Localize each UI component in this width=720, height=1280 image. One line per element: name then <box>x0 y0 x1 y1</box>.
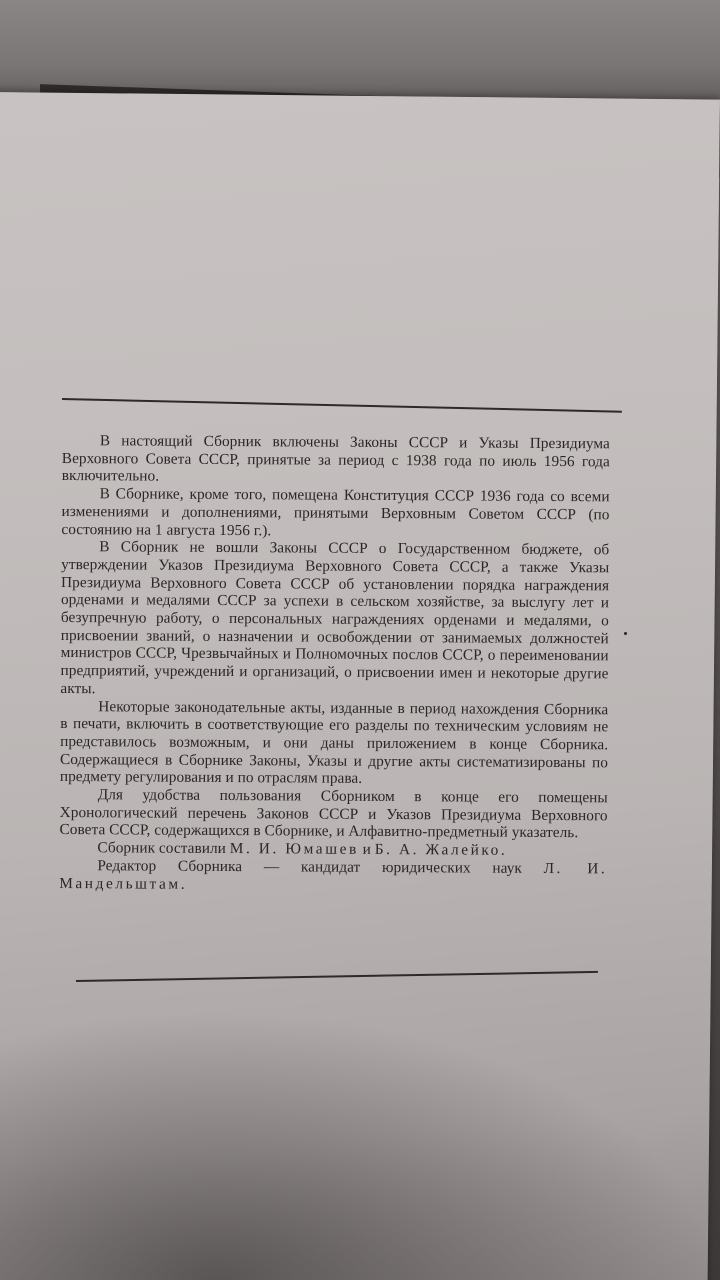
compilers-conj: и <box>358 840 375 859</box>
preface-text <box>59 432 610 896</box>
editor-suffix: . <box>180 875 185 893</box>
editor-line <box>59 857 607 896</box>
compilers-prefix: Сборник составили <box>97 839 230 858</box>
compilers-suffix: . <box>500 841 505 859</box>
editor-prefix: Редактор Сборника — кандидат юридических наук <box>97 857 544 877</box>
paragraph-5: Для удобства пользования Сборником в конце его помещены Хронологический перечень Законов СССР и Указов Президиума Верховного Совета СССР, содержащихся в Сборнике, и Алфавитно-предметный указатель. <box>59 786 608 842</box>
paragraph-2: В Сборнике, кроме того, помещена Конституция СССР 1936 года со всеми изменениями и дополнениями, принятыми Верховным Советом СССР (по состоянию на 1 августа 1956 г.). <box>61 485 610 539</box>
ink-speck <box>624 632 627 635</box>
paragraph-4: Некоторые законодательные акты, изданные в период нахождения Сборника в печати, включить в соответствующие его разделы по техническим условиям не представилось возможным, и они даны приложением в конце Сборника. Содержащиеся в Сборнике Законы, Указы и другие акты систематизированы по предмету регулирования и по отраслям права. <box>59 697 609 788</box>
compiler-name-1: М. И. Юмашев <box>229 840 359 858</box>
paragraph-3: В Сборник не вошли Законы СССР о Государственном бюджете, об утверждении Указов Президиума Верховного Совета СССР, а также Указы Президиума Верховного Совета СССР об установлении порядка награждения орденами и медалями СССР за успехи в сельском хозяйстве, за выслугу лет и безупречную работу, о персональных награждениях орденами и медалями, о присвоении званий, о назначении и освобождении от занимаемых должностей министров СССР, Чрезвычайных и Полномочных послов СССР, о переименовании предприятий, учреждений и организаций, о присвоении имен и некоторые другие акты. <box>60 538 610 698</box>
paragraph-1: В настоящий Сборник включены Законы СССР и Указы Президиума Верховного Совета СССР, принятые за период с 1938 года по июль 1956 года включительно. <box>61 432 610 486</box>
editor-name: Л. И. Мандельштам <box>59 859 608 893</box>
compiler-name-2: Б. А. Жалейко <box>374 841 501 859</box>
